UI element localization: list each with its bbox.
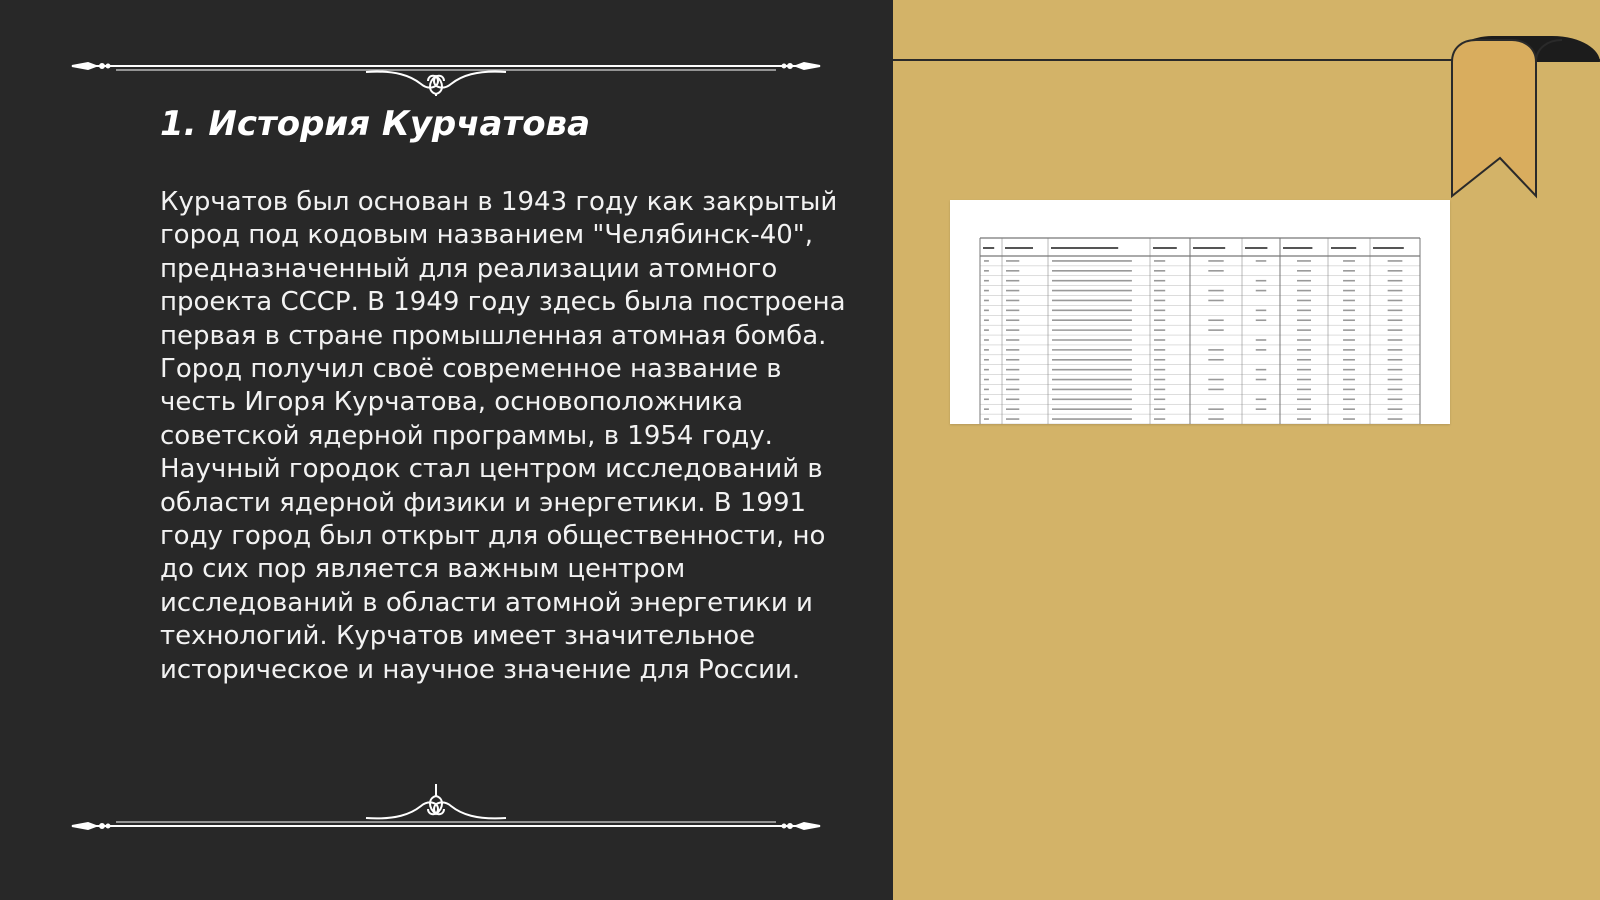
bottom-ornament-divider (66, 774, 826, 834)
spreadsheet-table-image (950, 200, 1450, 424)
slide-title: 1. История Курчатова (160, 104, 591, 144)
top-ornament-divider (66, 36, 826, 96)
bookmark-ribbon-icon (1432, 36, 1600, 202)
slide-body-text: Курчатов был основан в 1943 году как закрытый город под кодовым названием "Челябинск-40", предназначенный для реализации атомного проекта СССР. В 1949 году здесь была построена первая в стране промышленная атомная бомба. Город получил своё современное название в честь Игоря Курчатова, основоположника советской ядерной программы, в 1954 году. Научный городок стал центром исследований в области ядерной физики и энергетики. В 1991 году город был открыт для общественности, но до сих пор является важным центром исследований в области атомной энергетики и технологий. Курчатов имеет значительное историческое и научное значение для России. (160, 187, 846, 685)
